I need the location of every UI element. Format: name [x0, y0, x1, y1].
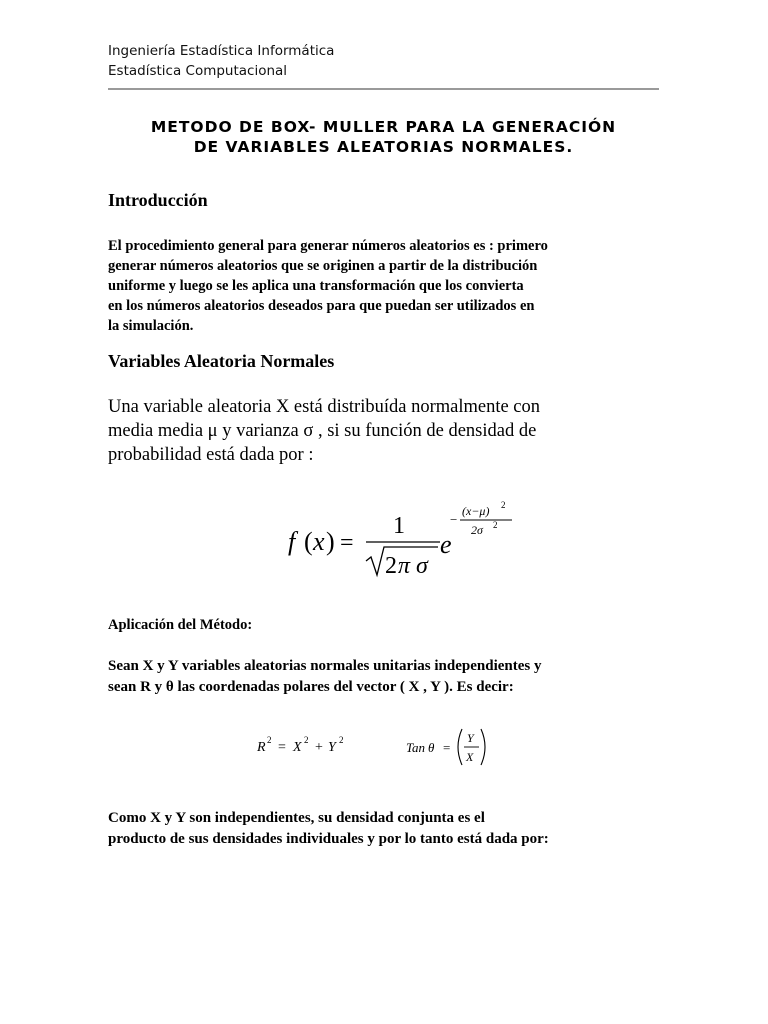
eq-exp-den-power: 2: [493, 520, 498, 530]
eq-two: 2: [385, 553, 397, 579]
eq2-equals: =: [443, 740, 451, 755]
angle-equation: [404, 724, 504, 772]
normal-paragraph: [108, 395, 659, 467]
eq-exp-numerator: (x−μ): [462, 504, 490, 518]
normal-heading: Variables Aleatoria Normales: [108, 351, 335, 371]
eq2-theta: θ: [428, 740, 435, 755]
conclusion-paragraph: [108, 808, 659, 850]
method-line: Sean X y Y variables aleatorias normales unitarias independientes y: [108, 658, 542, 674]
normal-line: probabilidad está dada por :: [108, 445, 314, 465]
eq-close-paren: ): [326, 527, 335, 556]
title-line-1: METODO DE BOX- MULLER PARA LA GENERACIÓN: [150, 118, 617, 136]
eq2-denominator: X: [466, 750, 474, 764]
title-line-2: DE VARIABLES ALEATORIAS NORMALES.: [193, 138, 574, 156]
eq-e: e: [440, 530, 452, 559]
eq1-equals: =: [278, 740, 286, 755]
eq2-right-paren: [481, 729, 485, 765]
eq-f: f: [288, 527, 296, 556]
eq-open-paren: (: [304, 527, 313, 556]
header-divider: [108, 88, 659, 90]
eq-exp-num-power: 2: [501, 500, 506, 510]
method-line: sean R y θ las coordenadas polares del vector ( X , Y ). Es decir:: [108, 679, 514, 695]
eq-exp-denominator: 2σ: [471, 523, 483, 537]
eq-equals: =: [340, 530, 354, 556]
method-heading: Aplicación del Método:: [108, 617, 253, 633]
eq-sigma: σ: [416, 553, 428, 579]
eq2-left-paren: [458, 729, 462, 765]
eq1-R: R: [257, 740, 266, 755]
header-line-1: Ingeniería Estadística Informática: [108, 43, 335, 59]
eq-exp-minus: −: [450, 512, 458, 527]
intro-line: en los números aleatorios deseados para que puedan ser utilizados en: [108, 298, 535, 314]
eq1-Y-power: 2: [339, 735, 344, 745]
intro-line: la simulación.: [108, 318, 194, 334]
eq1-Y: Y: [328, 740, 336, 755]
normal-density-equation: [280, 495, 530, 585]
eq1-plus: +: [315, 740, 323, 755]
method-paragraph: [108, 656, 659, 698]
eq-x: x: [313, 527, 325, 556]
document-title: [108, 117, 659, 157]
intro-paragraph: [108, 236, 659, 336]
conclusion-line: Como X y Y son independientes, su densidad conjunta es el: [108, 810, 485, 826]
normal-line: Una variable aleatoria X está distribuída normalmente con: [108, 397, 541, 417]
intro-line: El procedimiento general para generar números aleatorios es : primero: [108, 238, 548, 254]
intro-heading: Introducción: [108, 190, 208, 210]
eq2-numerator: Y: [467, 731, 474, 745]
eq-numerator: 1: [393, 513, 405, 539]
eq1-R-power: 2: [267, 735, 272, 745]
eq2-tan: Tan: [406, 740, 426, 755]
intro-line: uniforme y luego se les aplica una transformación que los convierta: [108, 278, 524, 294]
header-line-2: Estadística Computacional: [108, 63, 288, 79]
eq1-X: X: [293, 740, 302, 755]
conclusion-line: producto de sus densidades individuales y por lo tanto está dada por:: [108, 831, 549, 847]
normal-line: media media μ y varianza σ , si su función de densidad de: [108, 421, 537, 441]
eq1-X-power: 2: [304, 735, 309, 745]
radius-equation: [255, 730, 365, 760]
eq-pi: π: [398, 553, 411, 579]
intro-line: generar números aleatorios que se originen a partir de la distribución: [108, 258, 538, 274]
